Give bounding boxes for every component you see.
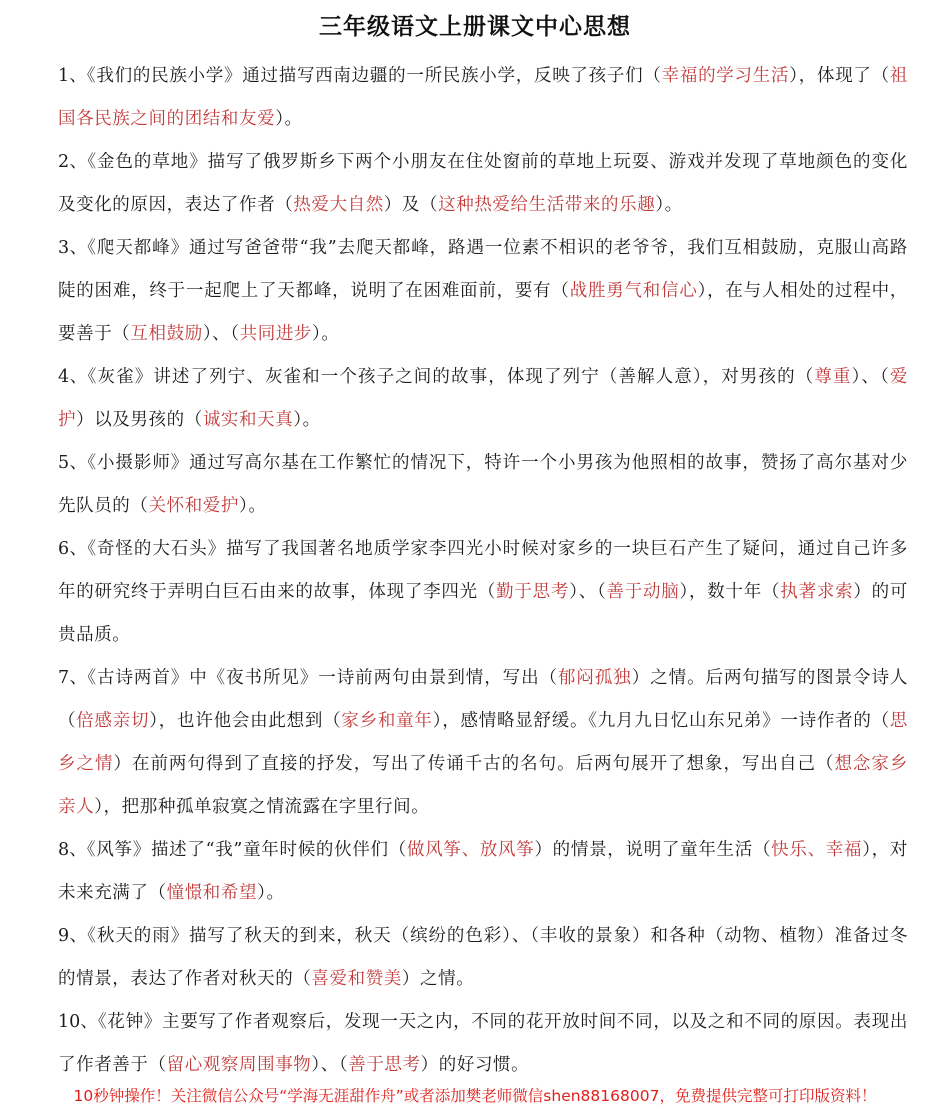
item-text: 《小摄影师》通过写高尔基在工作繁忙的情况下，特许一个小男孩为他照相的故事，赞扬了高尔基对少先队员的（ xyxy=(58,453,909,516)
item-text: ）。 xyxy=(293,410,321,430)
item-number: 9、 xyxy=(58,926,88,946)
item-text: ）。 xyxy=(312,324,340,344)
item-text: ）。 xyxy=(239,496,267,516)
highlighted-answer: 热爱大自然 xyxy=(293,195,384,215)
highlighted-answer: 共同进步 xyxy=(239,324,313,344)
item-number: 4、 xyxy=(58,367,88,387)
item-text: ）以及男孩的（ xyxy=(76,410,203,430)
highlighted-answer: 善于思考 xyxy=(348,1055,421,1075)
footer-promo-text: 10秒钟操作！关注微信公众号“学海无涯甜作舟”或者添加樊老师微信shen88168007，免费提供完整可打印版资料！ xyxy=(73,1087,877,1105)
item-number: 8、 xyxy=(58,840,87,860)
summary-item-8 xyxy=(58,829,908,915)
highlighted-answer: 倍感亲切 xyxy=(76,711,150,731)
item-text: ）的可贵品质。 xyxy=(58,582,908,645)
highlighted-answer: 勤于思考 xyxy=(496,582,570,602)
item-text: ），把那种孤单寂寞之情流露在字里行间。 xyxy=(94,797,430,817)
summary-item-3 xyxy=(58,227,908,356)
item-number: 7、 xyxy=(58,668,88,688)
item-text: ）之情。 xyxy=(401,969,475,989)
highlighted-answer: 关怀和爱护 xyxy=(148,496,239,516)
highlighted-answer: 互相鼓励 xyxy=(130,324,203,344)
highlighted-answer: 快乐、幸福 xyxy=(771,840,863,860)
item-text: ）及（ xyxy=(383,195,439,215)
highlighted-answer: 想念家乡亲人 xyxy=(58,754,908,817)
item-number: 1、 xyxy=(58,66,87,86)
summary-item-2 xyxy=(58,141,908,227)
item-number: 2、 xyxy=(58,152,88,172)
summary-list xyxy=(58,55,908,1087)
item-text: ）、（ xyxy=(851,367,890,387)
highlighted-answer: 做风筝、放风筝 xyxy=(406,840,535,860)
item-text: ）、（ xyxy=(569,582,607,602)
item-text: 《秋天的雨》描写了秋天的到来，秋天（缤纷的色彩）、（丰收的景象）和各种（动物、植物）准备过冬的情景，表达了作者对秋天的（ xyxy=(58,926,908,989)
item-text: 《爬天都峰》通过写爸爸带“我”去爬天都峰，路遇一位素不相识的老爷爷，我们互相鼓励，克服山高路陡的困难，终于一起爬上了天都峰，说明了在困难面前，要有（ xyxy=(58,238,908,301)
item-text: ），也许他会由此想到（ xyxy=(149,711,342,731)
item-text: ），感情略显舒缓。《九月九日忆山东兄弟》一诗作者的（ xyxy=(432,711,890,731)
summary-item-6 xyxy=(58,528,908,657)
highlighted-answer: 喜爱和赞美 xyxy=(311,969,402,989)
highlighted-answer: 郁闷孤独 xyxy=(557,668,632,688)
item-text: ）、（ xyxy=(311,1055,349,1075)
item-text: 《古诗两首》中《夜书所见》一诗前两句由景到情，写出（ xyxy=(87,668,558,688)
summary-item-1 xyxy=(58,55,908,141)
highlighted-answer: 诚实和天真 xyxy=(202,410,294,430)
item-text: ），数十年（ xyxy=(679,582,781,602)
summary-item-9 xyxy=(58,915,908,1001)
highlighted-answer: 憧憬和希望 xyxy=(166,883,258,903)
highlighted-answer: 尊重 xyxy=(814,367,852,387)
item-number: 3、 xyxy=(58,238,88,258)
summary-item-4 xyxy=(58,356,908,442)
item-text: ），对未来充满了（ xyxy=(58,840,908,903)
highlighted-answer: 祖国各民族之间的团结和友爱 xyxy=(58,66,909,129)
item-text: 《金色的草地》描写了俄罗斯乡下两个小朋友在住处窗前的草地上玩耍、游戏并发现了草地颜色的变化及变化的原因，表达了作者（ xyxy=(58,152,909,215)
item-text: ），在与人相处的过程中，要善于（ xyxy=(58,281,908,344)
item-text: 《我们的民族小学》通过描写西南边疆的一所民族小学，反映了孩子们（ xyxy=(86,66,662,86)
highlighted-answer: 思乡之情 xyxy=(58,711,908,774)
item-text: ）。 xyxy=(257,883,285,903)
highlighted-answer: 家乡和童年 xyxy=(341,711,433,731)
item-number: 6、 xyxy=(58,539,88,559)
highlighted-answer: 善于动脑 xyxy=(606,582,680,602)
summary-item-5 xyxy=(58,442,908,528)
item-text: ）。 xyxy=(655,195,683,215)
item-text: ）之情。后两句描写的图景令诗人（ xyxy=(58,668,908,731)
summary-item-7 xyxy=(58,657,908,829)
highlighted-answer: 战胜勇气和信心 xyxy=(569,281,698,301)
page-title: 三年级语文上册课文中心思想 xyxy=(319,13,631,40)
highlighted-answer: 留心观察周围事物 xyxy=(166,1055,312,1075)
highlighted-answer: 爱护 xyxy=(58,367,909,430)
item-text: ）的好习惯。 xyxy=(420,1055,530,1075)
item-text: ）的情景，说明了童年生活（ xyxy=(534,840,772,860)
item-text: ）、（ xyxy=(202,324,240,344)
item-number: 5、 xyxy=(58,453,88,473)
item-text: 《奇怪的大石头》描写了我国著名地质学家李四光小时候对家乡的一块巨石产生了疑问，通过自己许多年的研究终于弄明白巨石由来的故事，体现了李四光（ xyxy=(58,539,909,602)
item-text: 《灰雀》讲述了列宁、灰雀和一个孩子之间的故事，体现了列宁（善解人意），对男孩的（ xyxy=(87,367,815,387)
highlighted-answer: 幸福的学习生活 xyxy=(661,66,790,86)
item-text: 《风筝》描述了“我”童年时候的伙伴们（ xyxy=(86,840,407,860)
item-number: 10、 xyxy=(58,1012,98,1032)
item-text: ）。 xyxy=(275,109,303,129)
item-text: ），体现了（ xyxy=(789,66,890,86)
summary-item-10 xyxy=(58,1001,908,1087)
item-text: ）在前两句得到了直接的抒发，写出了传诵千古的名句。后两句展开了想象，写出自己（ xyxy=(113,754,835,774)
highlighted-answer: 这种热爱给生活带来的乐趣 xyxy=(438,195,656,215)
highlighted-answer: 执著求索 xyxy=(780,582,854,602)
item-text: 《花钟》主要写了作者观察后，发现一天之内，不同的花开放时间不同，以及之和不同的原因。表现出了作者善于（ xyxy=(58,1012,908,1075)
